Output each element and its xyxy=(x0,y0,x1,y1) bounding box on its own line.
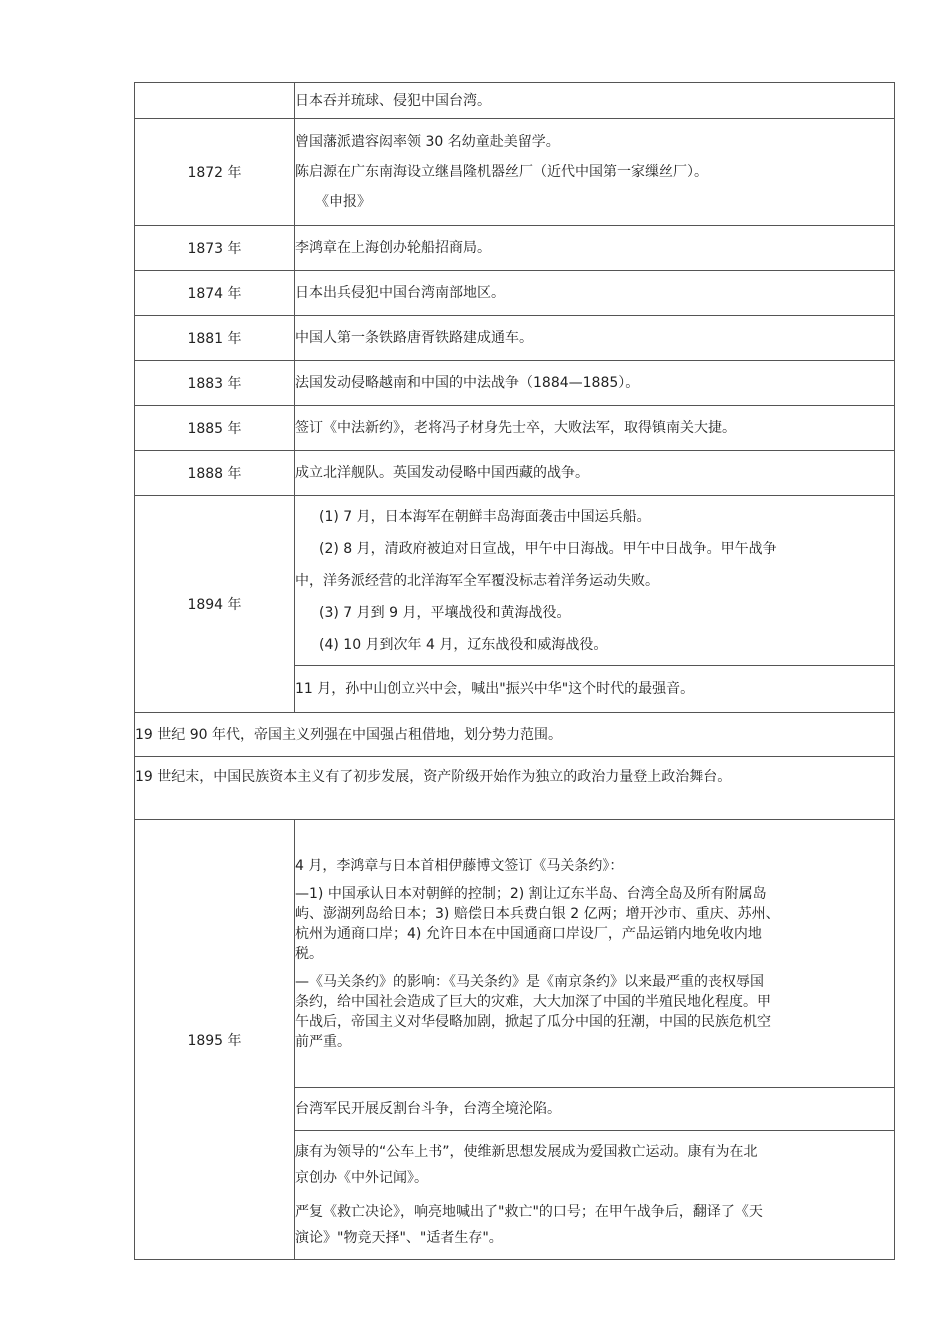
event-text: (2) 8 月，清政府被迫对日宣战，甲午中日海战。甲午中日战争。甲午战争 xyxy=(319,540,777,557)
summary-cell: 19 世纪 90 年代，帝国主义列强在中国强占租借地，划分势力范围。 xyxy=(135,713,895,757)
event-text: 京创办《中外记闻》。 xyxy=(295,1170,428,1186)
event-cell xyxy=(295,1131,895,1260)
event-text: 成立北洋舰队。英国发动侵略中国西藏的战争。 xyxy=(295,465,589,481)
year-cell: 1895 年 xyxy=(135,820,295,1260)
table-row xyxy=(135,757,895,820)
event-cell xyxy=(295,666,895,713)
treaty-terms-text: —1) 中国承认日本对朝鲜的控制；2) 割让辽东半岛、台湾全岛及所有附属岛 xyxy=(295,885,767,902)
event-text: 中，洋务派经营的北洋海军全军覆没标志着洋务运动失败。 xyxy=(295,572,659,589)
event-text: 曾国藩派遣容闳率领 30 名幼童赴美留学。 xyxy=(295,134,560,150)
table-row xyxy=(135,361,895,406)
year-cell: 1888 年 xyxy=(135,451,295,496)
table-row xyxy=(135,83,895,119)
event-cell xyxy=(295,820,895,1088)
treaty-impact-text: 午战后，帝国主义对华侵略加剧，掀起了瓜分中国的狂潮，中国的民族危机空 xyxy=(295,1013,771,1030)
event-text: (3) 7 月到 9 月，平壤战役和黄海战役。 xyxy=(319,604,571,621)
year-cell: 1885 年 xyxy=(135,406,295,451)
treaty-impact-text: 前严重。 xyxy=(295,1033,351,1050)
event-cell xyxy=(295,496,895,666)
table-row xyxy=(135,820,895,1088)
table-row xyxy=(135,496,895,666)
event-text: 4 月，李鸿章与日本首相伊藤博文签订《马关条约》： xyxy=(295,857,624,874)
treaty-terms-text: 税。 xyxy=(295,945,323,962)
event-cell xyxy=(295,226,895,271)
event-text: 演论》"物竞天择"、"适者生存"。 xyxy=(295,1230,503,1246)
treaty-terms-text: 屿、澎湖列岛给日本；3) 赔偿日本兵费白银 2 亿两；增开沙市、重庆、苏州、 xyxy=(295,905,780,922)
year-cell: 1874 年 xyxy=(135,271,295,316)
event-text: 法国发动侵略越南和中国的中法战争（1884—1885）。 xyxy=(295,375,640,391)
treaty-terms-text: 杭州为通商口岸；4) 允许日本在中国通商口岸设厂，产品运销内地免收内地 xyxy=(295,925,762,942)
year-cell: 1881 年 xyxy=(135,316,295,361)
summary-cell xyxy=(135,757,895,820)
event-text: 李鸿章在上海创办轮船招商局。 xyxy=(295,240,491,256)
table-row xyxy=(135,119,895,226)
event-text: 陈启源在广东南海设立继昌隆机器丝厂（近代中国第一家缫丝厂）。 xyxy=(295,164,708,180)
table-row xyxy=(135,226,895,271)
event-cell xyxy=(295,1088,895,1131)
table-row xyxy=(135,316,895,361)
event-text: 严复《救亡决论》，响亮地喊出了"救亡"的口号；在甲午战争后，翻译了《天 xyxy=(295,1204,763,1220)
event-cell xyxy=(295,406,895,451)
event-text: 签订《中法新约》，老将冯子材身先士卒，大败法军，取得镇南关大捷。 xyxy=(295,420,736,436)
event-cell xyxy=(295,119,895,226)
event-cell xyxy=(295,271,895,316)
chronology-table xyxy=(134,82,895,1260)
table-row xyxy=(135,713,895,757)
event-text: 中国人第一条铁路唐胥铁路建成通车。 xyxy=(295,330,533,346)
table-row xyxy=(135,271,895,316)
event-cell xyxy=(295,451,895,496)
event-text: 日本出兵侵犯中国台湾南部地区。 xyxy=(295,285,505,301)
event-text: 康有为领导的“公车上书”，使维新思想发展成为爱国救亡运动。康有为在北 xyxy=(295,1144,758,1160)
event-cell xyxy=(295,316,895,361)
event-text: 11 月，孙中山创立兴中会，喊出"振兴中华"这个时代的最强音。 xyxy=(295,681,695,697)
event-text: 台湾军民开展反割台斗争，台湾全境沦陷。 xyxy=(295,1101,561,1117)
year-cell: 1873 年 xyxy=(135,226,295,271)
event-text: (4) 10 月到次年 4 月，辽东战役和威海战役。 xyxy=(319,636,608,653)
event-text: (1) 7 月，日本海军在朝鲜丰岛海面袭击中国运兵船。 xyxy=(319,508,651,525)
year-cell: 1883 年 xyxy=(135,361,295,406)
table-row xyxy=(135,406,895,451)
treaty-impact-text: 条约，给中国社会造成了巨大的灾难，大大加深了中国的半殖民地化程度。甲 xyxy=(295,993,771,1010)
treaty-impact-text: —《马关条约》的影响：《马关条约》是《南京条约》以来最严重的丧权辱国 xyxy=(295,973,764,990)
event-text: 日本吞并琉球、侵犯中国台湾。 xyxy=(295,92,491,109)
summary-text: 19 世纪末，中国民族资本主义有了初步发展，资产阶级开始作为独立的政治力量登上政治舞台。 xyxy=(135,769,732,785)
year-cell: 1894 年 xyxy=(135,496,295,713)
event-text: 《申报》 xyxy=(315,194,371,210)
event-cell xyxy=(295,83,895,119)
event-cell xyxy=(295,361,895,406)
table-row xyxy=(135,451,895,496)
year-cell: 1872 年 xyxy=(135,119,295,226)
year-cell xyxy=(135,83,295,119)
